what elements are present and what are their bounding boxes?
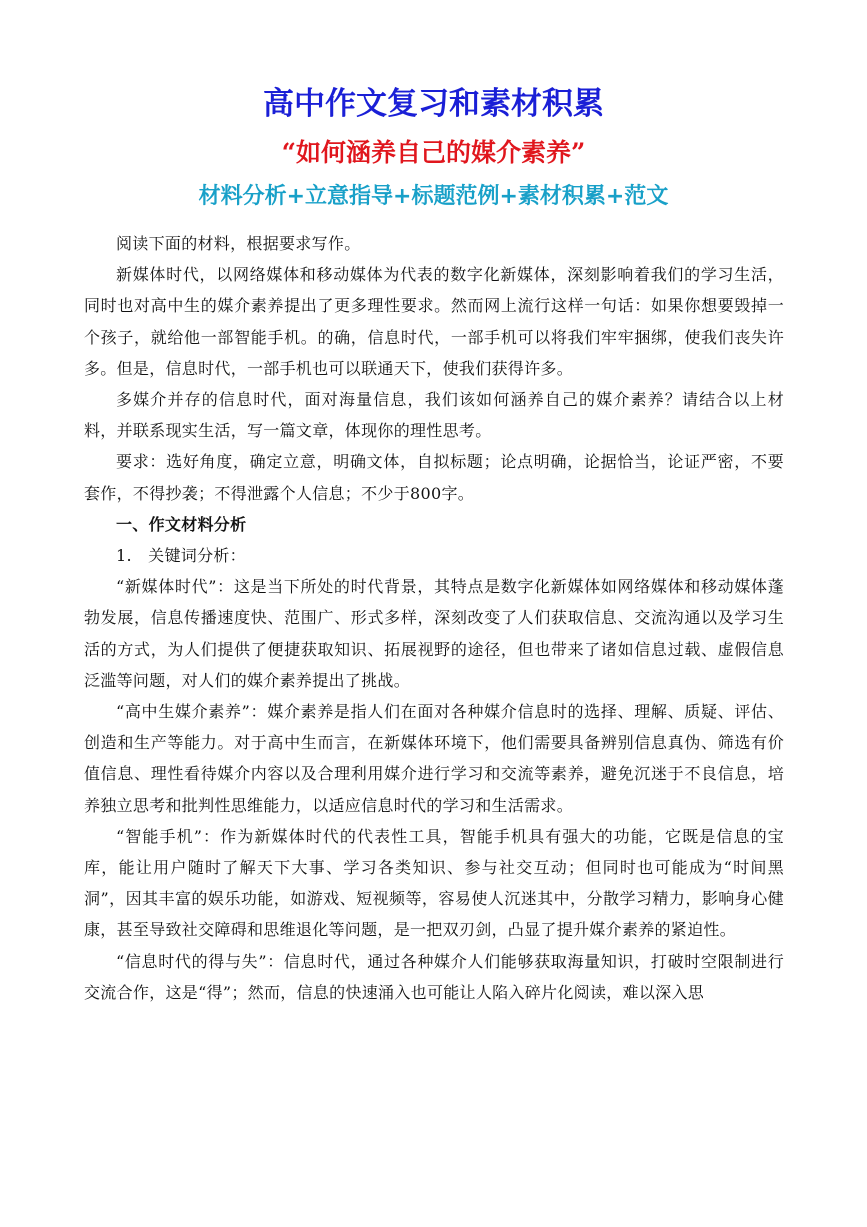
- analysis-paragraph: “智能手机”：作为新媒体时代的代表性工具，智能手机具有强大的功能，它既是信息的宝库，能让用户随时了解天下大事、学习各类知识、参与社交互动；但同时也可能成为“时间黑洞”，因其丰富的娱乐功能，如游戏、短视频等，容易使人沉迷其中，分散学习精力，影响身心健康，甚至导致社交障碍和思维退化等问题，是一把双刃剑，凸显了提升媒介素养的紧迫性。: [84, 826, 784, 940]
- document-subtitle: “如何涵养自己的媒介素养”: [281, 138, 586, 167]
- document-title: 高中作文复习和素材积累: [263, 86, 604, 122]
- document-tagline: 材料分析+立意指导+标题范例+素材积累+范文: [198, 184, 669, 209]
- analysis-paragraph: “新媒体时代”：这是当下所处的时代背景，其特点是数字化新媒体如网络媒体和移动媒体蓬勃发展，信息传播速度快、范围广、形式多样，深刻改变了人们获取信息、交流沟通以及学习生活的方式，为人们提供了便捷获取知识、拓展视野的途径，但也带来了诸如信息过载、虚假信息泛滥等问题，对人们的媒介素养提出了挑战。: [84, 577, 784, 690]
- prompt-requirements: 要求：选好角度，确定立意，明确文体，自拟标题；论点明确，论据恰当，论证严密，不要套作，不得抄袭；不得泄露个人信息；不少于800字。: [84, 452, 784, 503]
- section-heading: 一、作文材料分析: [116, 514, 247, 534]
- analysis-paragraph: “信息时代的得与失”：信息时代，通过各种媒介人们能够获取海量知识，打破时空限制进行交流合作，这是“得”；然而，信息的快速涌入也可能让人陷入碎片化阅读，难以深入思: [84, 951, 784, 1002]
- prompt-material-1: 新媒体时代，以网络媒体和移动媒体为代表的数字化新媒体，深刻影响着我们的学习生活，同时也对高中生的媒介素养提出了更多理性要求。然而网上流行这样一句话：如果你想要毁掉一个孩子，就给他一部智能手机。的确，信息时代，一部手机可以将我们牢牢捆绑，使我们丧失许多。但是，信息时代，一部手机也可以联通天下，使我们获得许多。: [84, 265, 784, 378]
- analysis-paragraph: “高中生媒介素养”：媒介素养是指人们在面对各种媒介信息时的选择、理解、质疑、评估、创造和生产等能力。对于高中生而言，在新媒体环境下，他们需要具备辨别信息真伪、筛选有价值信息、理性看待媒介内容以及合理利用媒介进行学习和交流等素养，避免沉迷于不良信息，培养独立思考和批判性思维能力，以适应信息时代的学习和生活需求。: [84, 702, 784, 815]
- document-body: [84, 228, 784, 1008]
- prompt-intro: 阅读下面的材料，根据要求写作。: [116, 234, 361, 253]
- prompt-material-2: 多媒介并存的信息时代，面对海量信息，我们该如何涵养自己的媒介素养？请结合以上材料，并联系现实生活，写一篇文章，体现你的理性思考。: [84, 390, 784, 441]
- section-subheading: 1. 关键词分析：: [116, 546, 246, 566]
